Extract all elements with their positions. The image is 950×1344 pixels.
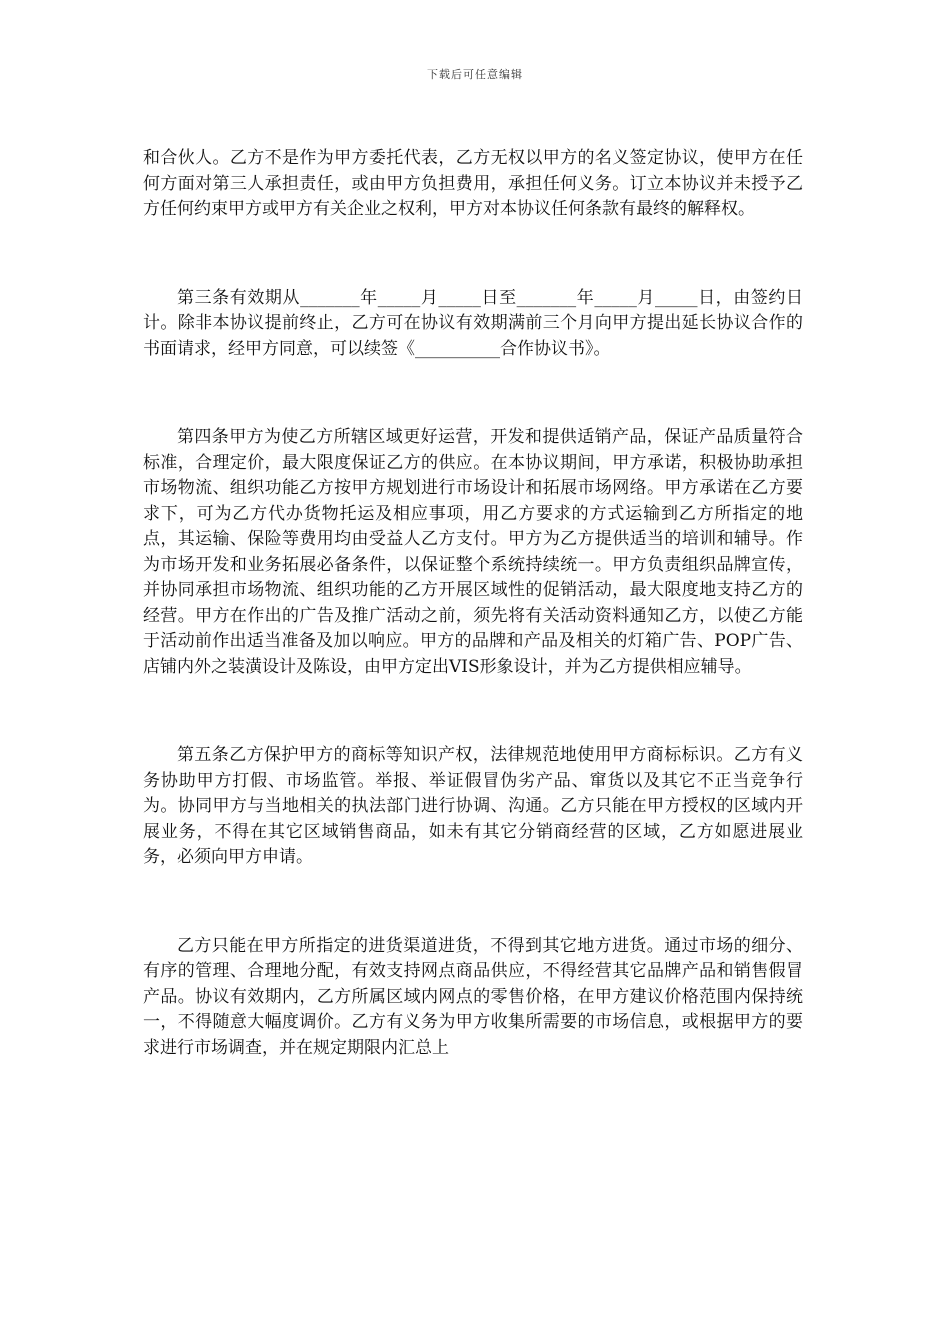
paragraph-article-5: 第五条乙方保护甲方的商标等知识产权，法律规范地使用甲方商标标识。乙方有义务协助甲方打假、市场监管。举报、举证假冒伪劣产品、窜货以及其它不正当竞争行为。协同甲方与当地相关的执法部门进行协调、沟通。乙方只能在甲方授权的区域内开展业务，不得在其它区域销售商品，如未有其它分销商经营的区域，乙方如愿进展业务，必须向甲方申请。	[143, 745, 803, 867]
paragraph-continuation: 和合伙人。乙方不是作为甲方委托代表，乙方无权以甲方的名义签定协议，使甲方在任何方面对第三人承担责任，或由甲方负担费用，承担任何义务。订立本协议并未授予乙方任何约束甲方或甲方有关企业之权利，甲方对本协议任何条款有最终的解释权。	[143, 148, 803, 219]
paragraph-article-4: 第四条甲方为使乙方所辖区域更好运营，开发和提供适销产品，保证产品质量符合标准，合理定价，最大限度保证乙方的供应。在本协议期间，甲方承诺，积极协助承担市场物流、组织功能乙方按甲方规划进行市场设计和拓展市场网络。甲方承诺在乙方要求下，可为乙方代办货物托运及相应事项，用乙方要求的方式运输到乙方所指定的地点，其运输、保险等费用均由受益人乙方支付。甲方为乙方提供适当的培训和辅导。作为市场开发和业务拓展必备条件，以保证整个系统持续统一。甲方负责组织品牌宣传，并协同承担市场物流、组织功能的乙方开展区域性的促销活动，最大限度地支持乙方的经营。甲方在作出的广告及推广活动之前，须先将有关活动资料通知乙方，以使乙方能于活动前作出适当准备及加以响应。甲方的品牌和产品及相关的灯箱广告、POP广告、店铺内外之装潢设计及陈设，由甲方定出VIS形象设计，并为乙方提供相应辅导。	[143, 427, 803, 677]
document-body	[143, 146, 803, 1061]
page-header: 下载后可任意编辑	[427, 68, 523, 81]
paragraph-article-3: 第三条有效期从_______年_____月_____日至_______年_____月_____日，由签约日计。除非本协议提前终止，乙方可在协议有效期满前三个月向甲方提出延长协议合作的书面请求，经甲方同意，可以续签《__________合作协议书》。	[143, 287, 803, 359]
paragraph-spacer	[143, 362, 803, 425]
paragraph-spacer	[143, 680, 803, 743]
paragraph-spacer	[143, 223, 803, 286]
paragraph-supply-channel: 乙方只能在甲方所指定的进货渠道进货，不得到其它地方进货。通过市场的细分、有序的管理、合理地分配，有效支持网点商品供应，不得经营其它品牌产品和销售假冒产品。协议有效期内，乙方所属区域内网点的零售价格，在甲方建议价格范围内保持统一，不得随意大幅度调价。乙方有义务为甲方收集所需要的市场信息，或根据甲方的要求进行市场调查，并在规定期限内汇总上	[143, 935, 803, 1058]
paragraph-spacer	[143, 871, 803, 934]
